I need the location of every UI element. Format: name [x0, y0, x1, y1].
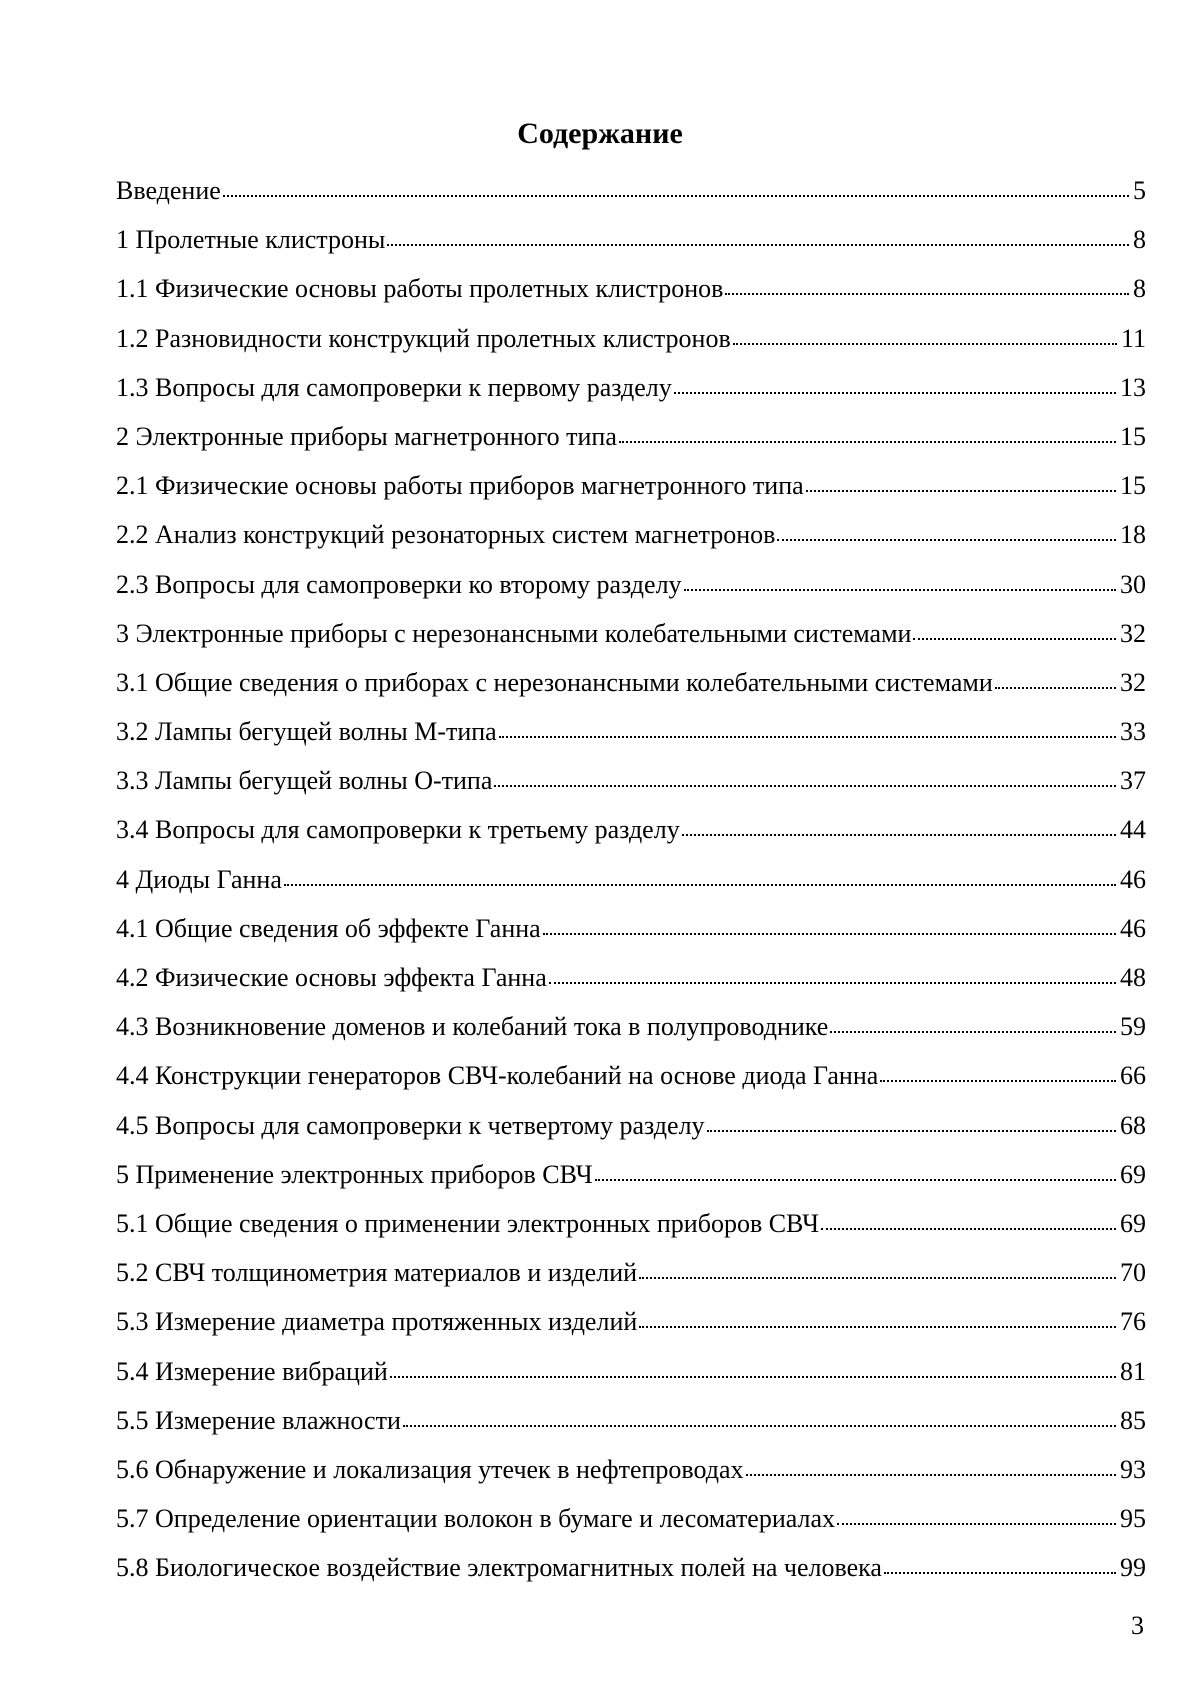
toc-entry-label: 4.5 Вопросы для самопроверки к четвертому разделу — [116, 1110, 705, 1140]
toc-entry-page: 32 — [1120, 667, 1146, 697]
toc-entry — [116, 658, 1146, 707]
toc-dot-leader — [837, 1523, 1116, 1525]
toc-dot-leader — [830, 1031, 1116, 1033]
toc-entry-page: 44 — [1120, 815, 1146, 845]
toc-entry-label: 5 Применение электронных приборов СВЧ — [116, 1159, 593, 1189]
toc-entry-label: 1.3 Вопросы для самопроверки к первому разделу — [116, 372, 672, 402]
toc-entry — [116, 1150, 1146, 1199]
toc-entry-page: 95 — [1120, 1504, 1146, 1534]
toc-dot-leader — [674, 392, 1116, 394]
toc-dot-leader — [995, 687, 1116, 689]
toc-entry — [116, 1347, 1146, 1396]
toc-entry-page: 37 — [1120, 766, 1146, 796]
toc-dot-leader — [639, 1277, 1116, 1279]
toc-entry — [116, 1101, 1146, 1150]
toc-entry — [116, 1199, 1146, 1248]
toc-dot-leader — [284, 884, 1116, 886]
toc-entry — [116, 1543, 1146, 1592]
toc-entry-page: 46 — [1120, 864, 1146, 894]
toc-entry-page: 69 — [1120, 1208, 1146, 1238]
toc-entry-page: 99 — [1120, 1553, 1146, 1583]
toc-entry-label: 1.1 Физические основы работы пролетных клистронов — [116, 274, 724, 304]
toc-entry — [116, 1297, 1146, 1346]
toc-entry — [116, 1396, 1146, 1445]
toc-entry-label: 2.3 Вопросы для самопроверки ко второму разделу — [116, 569, 682, 599]
toc-entry-page: 32 — [1120, 618, 1146, 648]
toc-entry — [116, 904, 1146, 953]
toc-entry-label: 2.1 Физические основы работы приборов магнетронного типа — [116, 471, 804, 501]
toc-entry — [116, 805, 1146, 854]
toc-entry-page: 33 — [1120, 717, 1146, 747]
toc-entry-label: 5.1 Общие сведения о применении электронных приборов СВЧ — [116, 1208, 820, 1238]
toc-dot-leader — [403, 1425, 1116, 1427]
toc-entry — [116, 953, 1146, 1002]
page-number: 3 — [1131, 1611, 1144, 1640]
toc-entry-page: 76 — [1120, 1307, 1146, 1337]
toc-entry — [116, 756, 1146, 805]
toc-dot-leader — [777, 539, 1116, 541]
toc-dot-leader — [821, 1228, 1116, 1230]
toc-entry — [116, 1494, 1146, 1543]
toc-entry — [116, 560, 1146, 609]
toc-entry — [116, 363, 1146, 412]
toc-dot-leader — [806, 490, 1116, 492]
toc-entry-page: 59 — [1120, 1012, 1146, 1042]
toc-entry — [116, 314, 1146, 363]
toc-dot-leader — [619, 441, 1116, 443]
toc-entry-label: Введение — [116, 176, 221, 205]
toc-entry-label: 5.8 Биологическое воздействие электромагнитных полей на человека — [116, 1553, 882, 1583]
toc-entry — [116, 1051, 1146, 1100]
toc-entry — [116, 1002, 1146, 1051]
toc-entry-page: 85 — [1120, 1405, 1146, 1435]
toc-dot-leader — [682, 834, 1116, 836]
toc-dot-leader — [880, 1080, 1116, 1082]
toc-entry-page: 70 — [1120, 1258, 1146, 1288]
toc-dot-leader — [595, 1179, 1116, 1181]
toc-entry-label: 4.3 Возникновение доменов и колебаний тока в полупроводнике — [116, 1012, 829, 1042]
toc-entry — [116, 461, 1146, 510]
toc-entry-page: 46 — [1120, 913, 1146, 943]
toc-entry-label: 3.4 Вопросы для самопроверки к третьему разделу — [116, 815, 680, 845]
toc-entry-label: 5.3 Измерение диаметра протяженных изделий — [116, 1307, 638, 1337]
toc-dot-leader — [746, 1474, 1116, 1476]
toc-entry — [116, 609, 1146, 658]
toc-entry-page: 69 — [1120, 1159, 1146, 1189]
toc-dot-leader — [884, 1572, 1116, 1574]
toc-entry-label: 5.6 Обнаружение и локализация утечек в нефтепроводах — [116, 1454, 744, 1484]
toc-entry — [116, 215, 1146, 264]
toc-entry-label: 3.3 Лампы бегущей волны О-типа — [116, 766, 493, 796]
toc-entry-label: 5.4 Измерение вибраций — [116, 1356, 388, 1386]
toc-dot-leader — [549, 982, 1116, 984]
toc-entry-label: 5.5 Измерение влажности — [116, 1405, 401, 1435]
toc-entry-page: 11 — [1120, 323, 1146, 353]
toc-entry-label: 1 Пролетные клистроны — [116, 225, 386, 255]
toc-entry-label: 4 Диоды Ганна — [116, 864, 282, 894]
toc-dot-leader — [707, 1130, 1116, 1132]
toc-entry — [116, 264, 1146, 313]
toc-entry-page: 18 — [1120, 520, 1146, 550]
toc-entry-label: 4.4 Конструкции генераторов СВЧ-колебаний на основе диода Ганна — [116, 1061, 879, 1091]
toc-entry-label: 3.1 Общие сведения о приборах с нерезонансными колебательными системами — [116, 667, 993, 697]
toc-dot-leader — [639, 1326, 1116, 1328]
toc-dot-leader — [499, 736, 1116, 738]
toc-entry-label: 5.2 СВЧ толщинометрия материалов и изделий — [116, 1258, 638, 1288]
toc-dot-leader — [494, 785, 1116, 787]
toc-entry — [116, 707, 1146, 756]
toc-entry-label: 4.2 Физические основы эффекта Ганна — [116, 963, 547, 992]
toc-dot-leader — [684, 589, 1116, 591]
toc-entry-page: 68 — [1120, 1110, 1146, 1140]
toc-entry-page: 8 — [1133, 225, 1146, 255]
toc-dot-leader — [733, 343, 1117, 345]
toc-dot-leader — [543, 933, 1116, 935]
toc-entry — [116, 855, 1146, 904]
toc-dot-leader — [387, 244, 1129, 246]
toc-entry-label: 2 Электронные приборы магнетронного типа — [116, 421, 617, 451]
toc-entry-page: 15 — [1120, 421, 1146, 451]
toc-entry-page: 66 — [1120, 1061, 1146, 1091]
toc-dot-leader — [223, 195, 1129, 197]
toc-entry-page: 30 — [1120, 569, 1146, 599]
toc-entry — [116, 412, 1146, 461]
toc-entry-label: 5.7 Определение ориентации волокон в бумаге и лесоматериалах — [116, 1504, 836, 1534]
toc-entry-page: 81 — [1120, 1356, 1146, 1386]
toc-dot-leader — [725, 293, 1129, 295]
toc-entry-page: 93 — [1120, 1454, 1146, 1484]
page-title: Содержание — [517, 117, 683, 150]
toc-entry-page: 8 — [1133, 274, 1146, 304]
toc-entry-page: 48 — [1120, 963, 1146, 992]
toc-entry-page: 5 — [1133, 176, 1146, 205]
table-of-contents — [116, 166, 1146, 1592]
toc-entry-label: 1.2 Разновидности конструкций пролетных клистронов — [116, 323, 731, 353]
toc-entry-label: 2.2 Анализ конструкций резонаторных систем магнетронов — [116, 520, 776, 550]
toc-dot-leader — [913, 638, 1116, 640]
toc-entry-label: 3 Электронные приборы с нерезонансными колебательными системами — [116, 618, 912, 648]
toc-entry-label: 3.2 Лампы бегущей волны М-типа — [116, 717, 497, 747]
toc-entry — [116, 1445, 1146, 1494]
toc-entry — [116, 1248, 1146, 1297]
toc-entry-page: 15 — [1120, 471, 1146, 501]
toc-entry — [116, 510, 1146, 559]
toc-dot-leader — [390, 1376, 1116, 1378]
toc-entry-label: 4.1 Общие сведения об эффекте Ганна — [116, 913, 541, 943]
toc-entry — [116, 166, 1146, 215]
toc-entry-page: 13 — [1120, 372, 1146, 402]
